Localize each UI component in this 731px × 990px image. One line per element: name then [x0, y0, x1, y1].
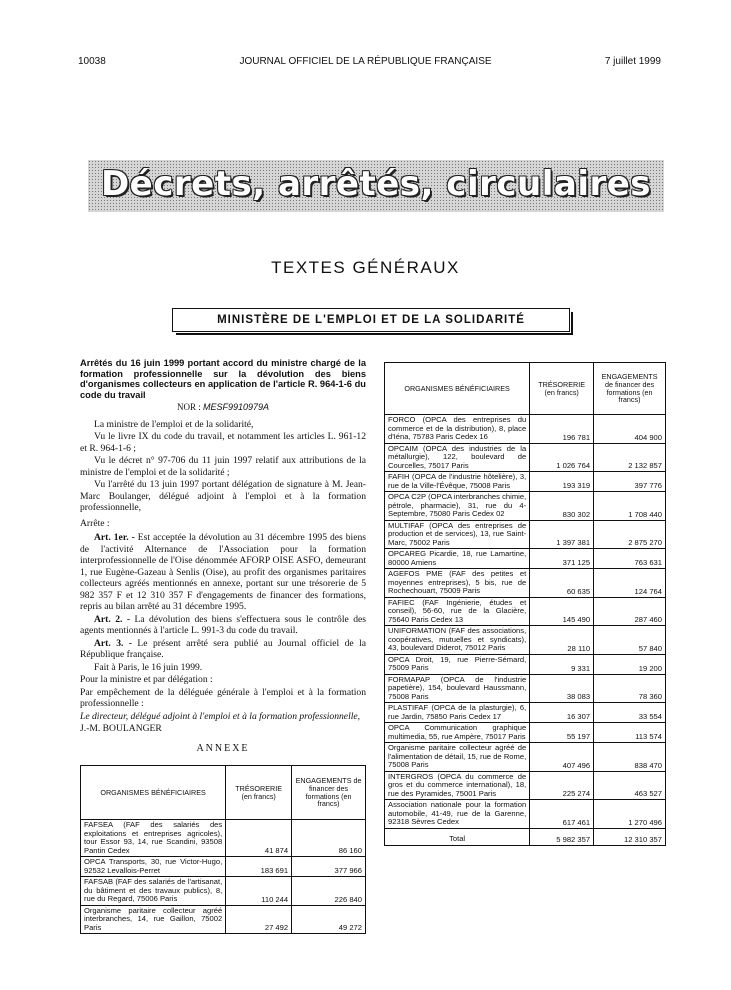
table-row [385, 723, 666, 743]
organisme-name: OPCAREG Picardie, 18, rue Lamartine, 80000 Amiens [385, 549, 530, 569]
visa-paragraph: La ministre de l'emploi et de la solidarité, [94, 418, 254, 430]
section-title: TEXTES GÉNÉRAUX [271, 258, 460, 277]
organisme-name: OPCA Communication graphique multimedia, 55, rue Ampère, 75017 Paris [385, 723, 530, 743]
table-row [81, 820, 366, 857]
signature-line: Le directeur, délégué adjoint à l'emploi et à la formation professionnelle, [80, 710, 361, 722]
organisme-name: FAFIEC (FAF Ingénierie, études et conseil), 56-60, rue de la Glacière, 75640 Paris Cedex 13 [385, 597, 530, 626]
article-text: Le présent arrêté sera publié au Journal officiel de la République française. [80, 637, 367, 661]
table-header-row [81, 766, 366, 820]
article-1 [80, 532, 366, 613]
tresorerie-value: 830 302 [530, 492, 594, 521]
engagements-value: 763 631 [594, 549, 666, 569]
organisme-name: AGEFOS PME (FAF des petites et moyennes entreprises), 5 bis, rue de Rochechouart, 75009 Paris [385, 569, 530, 598]
organisme-name: FAFSEA (FAF des salariés des exploitations et entreprises agricoles), tour Essor 93, 14, rue Scandini, 93508 Pantin Cedex [81, 820, 226, 857]
total-engag: 12 310 357 [594, 828, 666, 845]
tresorerie-value: 55 197 [530, 723, 594, 743]
signature-line: Par empêchement de la déléguée générale à l'emploi et à la formation professionnelle : [80, 686, 366, 710]
engagements-value: 113 574 [594, 723, 666, 743]
article-2 [80, 614, 366, 637]
engagements-value: 287 460 [594, 597, 666, 626]
column-header: ORGANISMES BÉNÉFICIAIRES [385, 363, 530, 415]
organisme-name: FORCO (OPCA des entreprises du commerce et de la distribution), 8, place d'Iéna, 75783 Paris Cedex 16 [385, 415, 530, 444]
journal-title: JOURNAL OFFICIEL DE LA RÉPUBLIQUE FRANÇAISE [239, 56, 492, 67]
table-row [385, 800, 666, 829]
table-row [385, 597, 666, 626]
article-label: Art. 3. - [94, 637, 132, 649]
article-text: La dévolution des biens s'effectuera sous le contrôle des agents mentionnés à l'article L. 991-3 du code du travail. [80, 613, 366, 637]
done-at: Fait à Paris, le 16 juin 1999. [94, 661, 203, 673]
total-treso: 5 982 357 [530, 828, 594, 845]
engagements-value: 19 200 [594, 654, 666, 674]
engagements-value: 838 470 [594, 743, 666, 772]
organisme-name: FAFSAB (FAF des salariés de l'artisanat, du bâtiment et des travaux publics), 8, rue du Regard, 75006 Paris [81, 877, 226, 906]
table-row [385, 443, 666, 472]
organisme-name: MULTIFAF (OPCA des entreprises de production et de services), 13, rue Saint-Marc, 75002 Paris [385, 520, 530, 549]
organisme-name: PLASTIFAF (OPCA de la plasturgie), 6, rue Jardin, 75850 Paris Cedex 17 [385, 703, 530, 723]
total-label: Total [385, 828, 530, 845]
article-label: Art. 2. - [94, 613, 131, 625]
arrete-label: Arrête : [80, 517, 110, 529]
engagements-value: 86 160 [292, 820, 366, 857]
visa-paragraph: Vu le décret n° 97-706 du 11 juin 1997 relatif aux attributions de la ministre de l'emploi et de la solidarité ; [80, 455, 366, 478]
ministry-box: MINISTÈRE DE L'EMPLOI ET DE LA SOLIDARITÉ [172, 308, 570, 332]
nor-label: NOR : [176, 401, 201, 412]
annexe-table-left [80, 765, 366, 934]
table-row [385, 520, 666, 549]
table-row [81, 877, 366, 906]
column-header: TRÉSORERIE (en francs) [226, 766, 292, 820]
tresorerie-value: 41 874 [226, 820, 292, 857]
table-row [385, 472, 666, 492]
tresorerie-value: 110 244 [226, 877, 292, 906]
engagements-value: 1 270 496 [594, 800, 666, 829]
visa-paragraph: Vu le livre IX du code du travail, et notamment les articles L. 961-12 et R. 964-1-6 ; [80, 431, 366, 454]
table-row [385, 415, 666, 444]
organisme-name: OPCA Transports, 30, rue Victor-Hugo, 92532 Levallois-Perret [81, 857, 226, 877]
table-row [81, 857, 366, 877]
organisme-name: Association nationale pour la formation automobile, 41-49, rue de la Garenne, 92318 Sèvres Cedex [385, 800, 530, 829]
tresorerie-value: 193 319 [530, 472, 594, 492]
organisme-name: OPCA Droit, 19, rue Pierre-Sémard, 75009 Paris [385, 654, 530, 674]
article-text: Est acceptée la dévolution au 31 décembre 1995 des biens de l'activité Alternance de l'Association pour la formation interprofessionnelle de l'Oise dénommée AFORP OISE ASFO, demeurant 1, rue Eugène-Gazeau à Senlis (Oise), au profit des organismes paritaires collecteurs agréés mentionnés en annexe, portant sur une trésorerie de 5 982 357 F et 12 310 357 F d'engagements de financer des formations, repris au bilan arrêté au 31 décembre 1995. [80, 532, 366, 613]
engagements-value: 2 132 857 [594, 443, 666, 472]
table-row [385, 674, 666, 703]
tresorerie-value: 60 635 [530, 569, 594, 598]
arrete-title: Arrêtés du 16 juin 1999 portant accord du ministre chargé de la formation professionnelle sur la dévolution des biens d'organismes collecteurs en application de l'article R. 964-1-6 du code du travail [80, 358, 366, 401]
engagements-value: 377 966 [292, 857, 366, 877]
table-row [385, 626, 666, 655]
tresorerie-value: 28 110 [530, 626, 594, 655]
tresorerie-value: 183 691 [226, 857, 292, 877]
nor-code: MESF9910979A [202, 401, 270, 412]
table-row [81, 905, 366, 934]
engagements-value: 226 840 [292, 877, 366, 906]
signatory: J.-M. BOULANGER [80, 723, 162, 735]
tresorerie-value: 16 307 [530, 703, 594, 723]
tresorerie-value: 9 331 [530, 654, 594, 674]
tresorerie-value: 38 083 [530, 674, 594, 703]
table-row [385, 492, 666, 521]
engagements-value: 49 272 [292, 905, 366, 934]
tresorerie-value: 196 781 [530, 415, 594, 444]
organisme-name: Organisme paritaire collecteur agréé interbranches, 14, rue Gaillon, 75002 Paris [81, 905, 226, 934]
table-row [385, 569, 666, 598]
engagements-value: 124 764 [594, 569, 666, 598]
annexe-heading: ANNEXE [196, 742, 250, 754]
column-header: ORGANISMES BÉNÉFICIAIRES [81, 766, 226, 820]
nor-line [80, 402, 366, 413]
tresorerie-value: 225 274 [530, 771, 594, 800]
signature-line: Pour la ministre et par délégation : [80, 674, 213, 686]
engagements-value: 57 840 [594, 626, 666, 655]
tresorerie-value: 1 397 381 [530, 520, 594, 549]
column-header: ENGAGEMENTS de financer des formations (en francs) [594, 363, 666, 415]
table-row [385, 703, 666, 723]
tresorerie-value: 1 026 764 [530, 443, 594, 472]
table-row [385, 654, 666, 674]
table-row [385, 549, 666, 569]
total-row [385, 828, 666, 845]
engagements-value: 404 900 [594, 415, 666, 444]
engagements-value: 1 708 440 [594, 492, 666, 521]
organisme-name: Organisme paritaire collecteur agréé de l'alimentation de détail, 15, rue de Rome, 75008 Paris [385, 743, 530, 772]
engagements-value: 397 776 [594, 472, 666, 492]
tresorerie-value: 371 125 [530, 549, 594, 569]
article-3 [80, 638, 366, 661]
tresorerie-value: 145 490 [530, 597, 594, 626]
table-row [385, 771, 666, 800]
engagements-value: 78 360 [594, 674, 666, 703]
table-header-row [385, 363, 666, 415]
page-number: 10038 [78, 56, 106, 67]
table-row [385, 743, 666, 772]
organisme-name: OPCA C2P (OPCA interbranches chimie, pétrole, pharmacie), 31, rue du 4-Septembre, 75080 Paris Cedex 02 [385, 492, 530, 521]
tresorerie-value: 617 461 [530, 800, 594, 829]
column-header: ENGAGEMENTS de financer des formations (en francs) [292, 766, 366, 820]
article-label: Art. 1er. - [94, 532, 135, 544]
column-header: TRÉSORERIE (en francs) [530, 363, 594, 415]
arrete-column [80, 358, 366, 755]
visa-paragraph: Vu l'arrêté du 13 juin 1997 portant délégation de signature à M. Jean-Marc Boulanger, délégué adjoint à l'emploi et à la formation professionnelle, [80, 479, 366, 514]
tresorerie-value: 27 492 [226, 905, 292, 934]
organisme-name: FAFIH (OPCA de l'industrie hôtelière), 3, rue de la Ville-l'Évêque, 75008 Paris [385, 472, 530, 492]
engagements-value: 33 554 [594, 703, 666, 723]
engagements-value: 2 875 270 [594, 520, 666, 549]
organisme-name: INTERGROS (OPCA du commerce de gros et du commerce international), 18, rue des Pyramides, 75001 Paris [385, 771, 530, 800]
organisme-name: UNIFORMATION (FAF des associations, coopératives, mutuelles et syndicats), 43, boulevard Diderot, 75012 Paris [385, 626, 530, 655]
engagements-value: 463 527 [594, 771, 666, 800]
tresorerie-value: 407 496 [530, 743, 594, 772]
organisme-name: FORMAPAP (OPCA de l'industrie papetière), 154, boulevard Haussmann, 75008 Paris [385, 674, 530, 703]
issue-date: 7 juillet 1999 [604, 56, 661, 67]
banner-title: Décrets, arrêtés, circulaires [100, 164, 652, 204]
organisme-name: OPCAIM (OPCA des industries de la métallurgie), 122, boulevard de Courcelles, 75017 Paris [385, 443, 530, 472]
annexe-table-right [384, 362, 666, 846]
